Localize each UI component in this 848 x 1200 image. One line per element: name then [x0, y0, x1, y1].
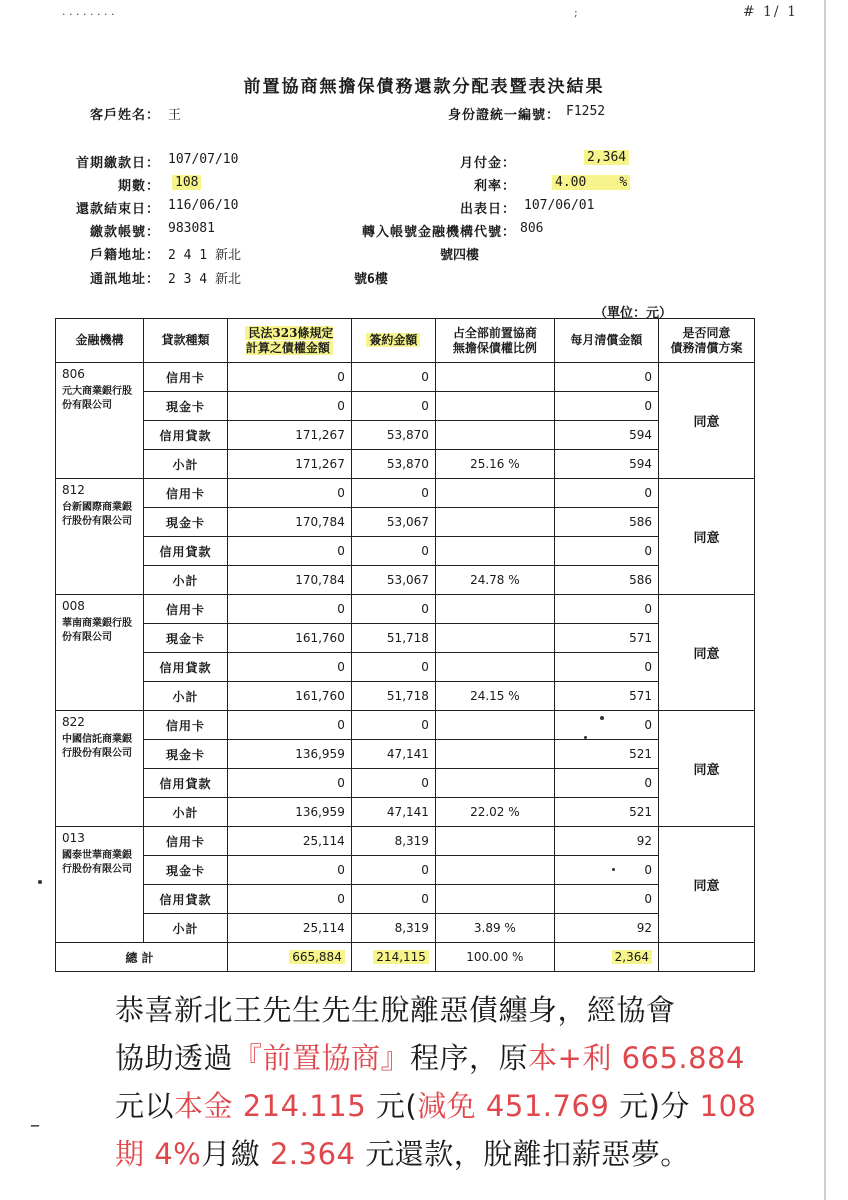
table-row: [56, 450, 755, 479]
monthly-payment-cell: 571: [554, 624, 658, 653]
loan-type-cell: 現金卡: [144, 740, 228, 769]
statutory-amount-cell: 0: [228, 653, 352, 682]
institution-cell: [56, 827, 144, 943]
agreed-amount-cell: 0: [351, 856, 435, 885]
monthly-payment-cell: 0: [554, 595, 658, 624]
agreement-cell: 同意: [659, 363, 755, 479]
loan-type-cell: 信用貸款: [144, 653, 228, 682]
institution-code: 812: [62, 483, 85, 497]
col-loan-type: 貸款種類: [144, 319, 228, 363]
ratio-cell: 25.16 %: [435, 450, 554, 479]
total-label: 總計: [56, 943, 228, 972]
household-label: 戶籍地址：: [89, 248, 160, 263]
id-value: F1252: [566, 104, 606, 119]
statutory-amount-cell: 0: [228, 856, 352, 885]
monthly-label: 月付金：: [459, 156, 516, 171]
table-row: [56, 885, 755, 914]
statutory-amount-cell: 171,267: [228, 450, 352, 479]
loan-type-cell: 信用貸款: [144, 421, 228, 450]
table-header-row: [56, 319, 755, 363]
congrats-line-2: 協助透過『前置協商』程序，原本+利 665.884: [115, 1041, 745, 1075]
ratio-cell: [435, 421, 554, 450]
monthly-payment-cell: 594: [554, 450, 658, 479]
loan-type-cell: 信用卡: [144, 363, 228, 392]
agreement-cell: 同意: [659, 711, 755, 827]
loan-type-cell: 信用卡: [144, 711, 228, 740]
monthly-payment-cell: 0: [554, 363, 658, 392]
bank-code-value: 806: [520, 221, 544, 236]
agreed-amount-cell: 0: [351, 479, 435, 508]
col-agreed-amount: 簽約金額: [351, 319, 435, 363]
table-row: [56, 682, 755, 711]
table-row: [56, 363, 755, 392]
agreed-amount-cell: 0: [351, 363, 435, 392]
loan-type-cell: 信用卡: [144, 827, 228, 856]
table-row: [56, 508, 755, 537]
table-row: [56, 479, 755, 508]
col-monthly-payment: 每月清償金額: [554, 319, 658, 363]
mail-label: 通訊地址：: [89, 272, 160, 287]
loan-type-cell: 信用貸款: [144, 537, 228, 566]
institution-cell: [56, 363, 144, 479]
agreement-cell: 同意: [659, 595, 755, 711]
table-row: [56, 914, 755, 943]
monthly-payment-cell: 594: [554, 421, 658, 450]
document-title: 前置協商無擔保債務還款分配表暨表決結果: [243, 77, 605, 97]
agreed-amount-cell: 0: [351, 711, 435, 740]
statutory-amount-cell: 161,760: [228, 624, 352, 653]
loan-type-cell: 信用貸款: [144, 769, 228, 798]
agreed-amount-cell: 0: [351, 595, 435, 624]
monthly-payment-cell: 521: [554, 740, 658, 769]
agreed-amount-cell: 51,718: [351, 682, 435, 711]
statutory-amount-cell: 0: [228, 595, 352, 624]
end-date-label: 還款結束日：: [75, 202, 160, 217]
account-label: 繳款帳號：: [89, 225, 160, 240]
total-monthly-cell: [554, 943, 658, 972]
statutory-amount-cell: 0: [228, 711, 352, 740]
table-row: [56, 537, 755, 566]
agreed-amount-cell: 53,870: [351, 421, 435, 450]
mail-value: 2 3 4 新北: [168, 272, 241, 287]
monthly-payment-cell: 0: [554, 653, 658, 682]
statutory-amount-cell: 25,114: [228, 827, 352, 856]
statutory-amount-cell: 0: [228, 392, 352, 421]
col-ratio: 占全部前置協商 無擔保債權比例: [435, 319, 554, 363]
ratio-cell: [435, 740, 554, 769]
statutory-amount-cell: 136,959: [228, 740, 352, 769]
rate-unit: %: [616, 175, 630, 190]
statutory-amount-cell: 0: [228, 479, 352, 508]
agreed-amount-cell: 47,141: [351, 740, 435, 769]
institution-name: 台新國際商業銀行股份有限公司: [62, 502, 132, 527]
table-row: [56, 711, 755, 740]
agreed-amount-cell: 53,067: [351, 508, 435, 537]
statutory-amount-cell: 0: [228, 885, 352, 914]
loan-type-cell: 現金卡: [144, 624, 228, 653]
table-row: [56, 740, 755, 769]
mail-address-tail: 號6樓: [354, 272, 388, 287]
table-row: [56, 798, 755, 827]
scan-speck: [600, 716, 604, 720]
monthly-payment-cell: 0: [554, 856, 658, 885]
first-payment-value: 107/07/10: [168, 152, 239, 167]
ratio-cell: [435, 508, 554, 537]
table-row: [56, 421, 755, 450]
ratio-cell: [435, 856, 554, 885]
issue-date-label: 出表日：: [459, 202, 516, 217]
institution-code: 008: [62, 599, 85, 613]
agreed-amount-cell: 53,067: [351, 566, 435, 595]
total-statutory-cell: [228, 943, 352, 972]
statutory-amount-cell: 171,267: [228, 421, 352, 450]
table-row: [56, 827, 755, 856]
fax-header-mark: · · · · · · · ·: [62, 8, 115, 21]
agreed-amount-cell: 51,718: [351, 624, 435, 653]
institution-name: 元大商業銀行股份有限公司: [62, 386, 132, 411]
statutory-amount-cell: 170,784: [228, 508, 352, 537]
institution-cell: [56, 479, 144, 595]
agreed-amount-cell: 8,319: [351, 827, 435, 856]
agreed-amount-cell: 53,870: [351, 450, 435, 479]
loan-type-cell: 現金卡: [144, 856, 228, 885]
ratio-cell: [435, 711, 554, 740]
institution-cell: [56, 711, 144, 827]
table-row: [56, 653, 755, 682]
statutory-amount-cell: 0: [228, 537, 352, 566]
ratio-cell: [435, 769, 554, 798]
agreed-amount-cell: 47,141: [351, 798, 435, 827]
statutory-amount-cell: 25,114: [228, 914, 352, 943]
loan-type-cell: 信用卡: [144, 595, 228, 624]
col-agreement: 是否同意 債務清償方案: [659, 319, 755, 363]
statutory-amount-cell: 0: [228, 363, 352, 392]
monthly-payment-cell: 0: [554, 885, 658, 914]
ratio-cell: 24.15 %: [435, 682, 554, 711]
account-value: 983081: [168, 221, 215, 236]
loan-type-cell: 小計: [144, 450, 228, 479]
bank-code-label: 轉入帳號金融機構代號：: [361, 225, 516, 240]
issue-date-value: 107/06/01: [524, 198, 595, 213]
loan-type-cell: 現金卡: [144, 392, 228, 421]
loan-type-cell: 小計: [144, 914, 228, 943]
monthly-payment-cell: 571: [554, 682, 658, 711]
agreed-amount-cell: 0: [351, 653, 435, 682]
monthly-payment-cell: 92: [554, 914, 658, 943]
institution-name: 中國信託商業銀行股份有限公司: [62, 734, 132, 759]
col-statutory-amount: 民法323條規定 計算之債權金額: [228, 319, 352, 363]
congrats-line-3: 元以本金 214.115 元(減免 451.769 元)分 108: [115, 1089, 757, 1123]
ratio-cell: [435, 885, 554, 914]
ratio-cell: [435, 653, 554, 682]
total-statutory-cell-value: 665,884: [289, 950, 345, 964]
ratio-cell: [435, 363, 554, 392]
monthly-payment-cell: 92: [554, 827, 658, 856]
congrats-line-4: 期 4%月繳 2.364 元還款，脫離扣薪惡夢。: [115, 1137, 690, 1171]
congrats-line-1: 恭喜新北王先生先生脫離惡債纏身，經協會: [115, 993, 676, 1027]
loan-type-cell: 小計: [144, 682, 228, 711]
loan-type-cell: 信用卡: [144, 479, 228, 508]
page-edge-line: [824, 0, 826, 1200]
col-institution: 金融機構: [56, 319, 144, 363]
institution-cell: [56, 595, 144, 711]
institution-code: 013: [62, 831, 85, 845]
total-row: [56, 943, 755, 972]
scan-speck: [584, 736, 587, 739]
table-row: [56, 566, 755, 595]
agreed-amount-cell: 8,319: [351, 914, 435, 943]
monthly-payment-cell: 586: [554, 566, 658, 595]
total-agreed-cell-value: 214,115: [373, 950, 429, 964]
agreed-amount-cell: 0: [351, 769, 435, 798]
table-row: [56, 595, 755, 624]
monthly-payment-cell: 0: [554, 769, 658, 798]
repayment-allocation-table: [55, 318, 755, 972]
agreed-amount-cell: 0: [351, 537, 435, 566]
ratio-cell: [435, 827, 554, 856]
agreed-amount-cell: 0: [351, 885, 435, 914]
unit-label: （單位：元）: [594, 306, 673, 321]
side-dash: –: [30, 1112, 40, 1136]
congratulation-message: [115, 986, 815, 1178]
loan-type-cell: 現金卡: [144, 508, 228, 537]
ratio-cell: [435, 624, 554, 653]
ratio-cell: [435, 595, 554, 624]
ratio-cell: 22.02 %: [435, 798, 554, 827]
agreed-amount-cell: 0: [351, 392, 435, 421]
ratio-cell: [435, 537, 554, 566]
institution-code: 806: [62, 367, 85, 381]
first-payment-label: 首期繳款日：: [75, 156, 160, 171]
monthly-payment-cell: 586: [554, 508, 658, 537]
statutory-amount-cell: 161,760: [228, 682, 352, 711]
total-agreement-cell: [659, 943, 755, 972]
scan-speck: [612, 868, 615, 871]
household-value: 2 4 1 新北: [168, 248, 241, 263]
agreement-cell: 同意: [659, 827, 755, 943]
client-name-value: 王: [168, 108, 182, 123]
institution-code: 822: [62, 715, 85, 729]
ratio-cell: [435, 392, 554, 421]
table-row: [56, 624, 755, 653]
scan-speck: [38, 880, 42, 884]
table-row: [56, 769, 755, 798]
total-monthly-cell-value: 2,364: [612, 950, 652, 964]
periods-label: 期數：: [117, 179, 160, 194]
institution-name: 國泰世華商業銀行股份有限公司: [62, 850, 132, 875]
header-semicolon: ;: [574, 6, 578, 19]
agreement-cell: 同意: [659, 479, 755, 595]
monthly-value: 2,364: [584, 150, 629, 165]
client-name-label: 客戶姓名：: [89, 108, 160, 123]
loan-type-cell: 小計: [144, 566, 228, 595]
table-row: [56, 392, 755, 421]
table-row: [56, 856, 755, 885]
monthly-payment-cell: 0: [554, 479, 658, 508]
monthly-payment-cell: 521: [554, 798, 658, 827]
monthly-payment-cell: 0: [554, 711, 658, 740]
rate-label: 利率：: [473, 179, 516, 194]
id-label: 身份證統一編號：: [447, 108, 560, 123]
institution-name: 華南商業銀行股份有限公司: [62, 618, 132, 643]
end-date-value: 116/06/10: [168, 198, 239, 213]
monthly-payment-cell: 0: [554, 392, 658, 421]
statutory-amount-cell: 0: [228, 769, 352, 798]
ratio-cell: 24.78 %: [435, 566, 554, 595]
statutory-amount-cell: 170,784: [228, 566, 352, 595]
loan-type-cell: 小計: [144, 798, 228, 827]
periods-value: 108: [172, 175, 201, 190]
monthly-payment-cell: 0: [554, 537, 658, 566]
total-ratio-cell: 100.00 %: [435, 943, 554, 972]
rate-value: 4.00: [555, 175, 587, 190]
ratio-cell: 3.89 %: [435, 914, 554, 943]
statutory-amount-cell: 136,959: [228, 798, 352, 827]
total-agreed-cell: [351, 943, 435, 972]
ratio-cell: [435, 479, 554, 508]
page-number: # 1/ 1: [742, 4, 798, 20]
household-address-tail: 號四樓: [440, 248, 480, 263]
loan-type-cell: 信用貸款: [144, 885, 228, 914]
